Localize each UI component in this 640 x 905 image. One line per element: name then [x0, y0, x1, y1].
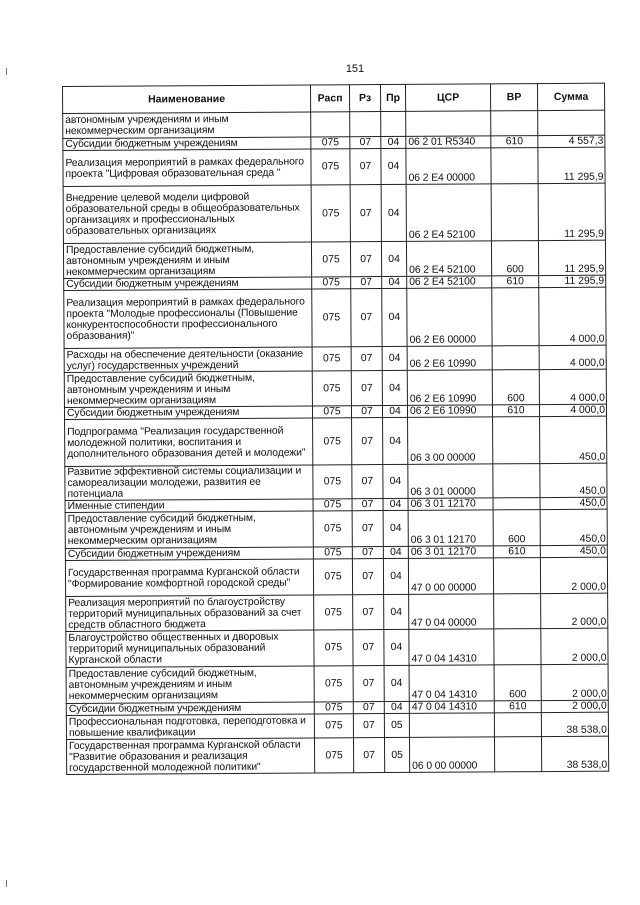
row-vr	[494, 737, 541, 772]
header-csr: ЦСР	[405, 84, 490, 112]
row-rz: 07	[352, 499, 383, 511]
row-rasp: 075	[314, 714, 353, 738]
table-row	[66, 593, 608, 631]
row-vr	[494, 629, 541, 665]
row-rz: 07	[352, 511, 383, 547]
row-csr: 06 2 E6 10990	[407, 346, 492, 371]
row-rz: 07	[352, 559, 383, 595]
row-sum: 2 000,0	[541, 664, 608, 700]
row-sum: 11 295,9	[538, 183, 605, 240]
row-pr	[381, 111, 406, 136]
row-vr: 600	[491, 241, 538, 276]
row-vr: 600	[493, 510, 540, 546]
table-row	[65, 557, 607, 596]
row-sum: 4 000,0	[539, 404, 606, 416]
row-csr: 06 2 E6 10990	[407, 370, 492, 406]
row-sum: 38 538,0	[541, 712, 608, 736]
header-sum: Сумма	[537, 83, 604, 110]
row-vr	[493, 498, 540, 510]
row-vr	[493, 464, 540, 498]
row-pr: 04	[382, 276, 407, 288]
row-name: Именные стипендии	[65, 499, 313, 513]
row-name: Субсидии бюджетным учреждениям	[65, 547, 313, 561]
row-rz: 07	[353, 738, 384, 773]
table-row	[66, 712, 608, 739]
row-rasp: 075	[314, 738, 353, 773]
row-name: Благоустройство общественных и дворовых территорий муниципальных образований Курганской области	[66, 630, 314, 668]
row-vr	[493, 558, 540, 594]
row-pr: 04	[383, 510, 408, 546]
row-csr	[406, 111, 491, 137]
row-vr: 610	[494, 701, 541, 713]
row-csr	[409, 713, 494, 738]
row-sum: 11 295,9	[538, 147, 605, 183]
row-rz: 07	[353, 714, 384, 738]
row-rz: 07	[351, 347, 382, 371]
row-vr: 600	[494, 665, 541, 701]
row-rz: 07	[351, 406, 382, 418]
table-row	[66, 664, 608, 703]
row-csr: 06 2 E6 10990	[407, 405, 492, 418]
table-row	[65, 416, 607, 466]
row-name: Предоставление субсидий бюджетным, автономным учреждениям и иным некоммерческим организациям	[63, 242, 311, 279]
row-rasp: 075	[314, 595, 353, 630]
row-rz: 07	[352, 465, 383, 499]
row-sum: 450,0	[540, 509, 607, 545]
row-pr: 05	[384, 713, 409, 737]
row-pr: 04	[383, 546, 408, 558]
row-name: Развитие эффективной системы социализации и самореализации молодежи, развития ее потенциала	[65, 465, 313, 501]
row-rz: 07	[351, 277, 382, 289]
row-pr: 04	[384, 594, 409, 629]
row-csr: 06 2 01 R5340	[406, 136, 491, 149]
header-vr: ВР	[490, 84, 537, 111]
row-rasp: 075	[313, 418, 352, 465]
row-sum: 4 557,3	[538, 135, 605, 147]
row-rasp: 075	[312, 371, 351, 406]
table-row	[64, 369, 606, 407]
row-vr	[492, 288, 539, 346]
row-rz: 07	[353, 595, 384, 630]
row-rasp: 075	[313, 559, 352, 595]
row-sum: 4 000,0	[539, 287, 606, 345]
row-sum: 11 295,9	[539, 275, 606, 287]
row-vr	[491, 111, 538, 136]
row-rasp: 075	[311, 149, 350, 185]
row-name: Предоставление субсидий бюджетным, автономным учреждениям и иным некоммерческим организациям	[66, 666, 314, 704]
row-name: Государственная программа Курганской области "Формирование комфортной городской среды"	[65, 559, 313, 597]
table-row	[64, 287, 606, 348]
row-rasp: 075	[314, 666, 353, 702]
row-csr: 06 3 01 12170	[408, 498, 493, 511]
row-pr: 04	[382, 288, 407, 346]
row-rasp: 075	[313, 465, 352, 499]
row-rz: 07	[350, 149, 381, 185]
row-rasp: 075	[311, 185, 350, 242]
row-name: Подпрограмма "Реализация государственной молодежной политики, воспитания и дополнительного образования детей и молодежи"	[65, 418, 313, 467]
row-sum: 4 000,0	[539, 369, 606, 404]
header-pr: Пр	[380, 84, 405, 111]
row-name: Субсидии бюджетным учреждениям	[64, 277, 312, 291]
row-rasp: 075	[314, 630, 353, 666]
header-rasp: Расп	[310, 85, 349, 112]
row-sum: 2 000,0	[541, 700, 608, 712]
table-row	[63, 240, 605, 278]
row-name: Реализация мероприятий в рамках федерального проекта "Цифровая образовательная среда "	[63, 149, 311, 187]
row-csr: 47 0 04 14310	[409, 665, 494, 702]
row-csr: 06 2 E4 52100	[406, 184, 491, 242]
row-csr: 06 2 E4 52100	[406, 241, 491, 277]
row-pr: 05	[384, 737, 409, 772]
row-rasp: 075	[311, 137, 350, 149]
scan-mark	[6, 880, 7, 887]
row-csr: 47 0 04 14310	[409, 629, 494, 666]
row-name: автономным учреждениям и иным некоммерческим организациям	[63, 112, 311, 139]
row-name: Предоставление субсидий бюджетным, автономным учреждениям и иным некоммерческим организациям	[65, 511, 313, 549]
row-vr	[494, 594, 541, 629]
table-row	[64, 345, 606, 372]
row-name: Предоставление субсидий бюджетным, автономным учреждениям и иным некоммерческим организациям	[64, 371, 312, 408]
row-vr	[492, 346, 539, 370]
row-pr: 04	[383, 558, 408, 594]
row-rz: 07	[352, 418, 383, 465]
row-pr: 04	[383, 417, 408, 464]
row-pr: 04	[381, 184, 406, 241]
row-csr: 06 3 01 12170	[408, 510, 493, 547]
row-name: Субсидии бюджетным учреждениям	[64, 406, 312, 420]
row-pr: 04	[381, 136, 406, 148]
row-pr: 04	[381, 241, 406, 276]
row-rasp: 075	[313, 499, 352, 511]
row-name: Реализация мероприятий по благоустройству территорий муниципальных образований за счет средств областного бюджета	[66, 595, 314, 632]
table-row	[63, 110, 605, 138]
row-name: Субсидии бюджетным учреждениям	[63, 137, 311, 151]
row-vr: 610	[493, 546, 540, 558]
row-name: Внедрение целевой модели цифровой образовательной среды в общеобразовательных организациях и профессиональных образовательных организациях	[63, 185, 311, 244]
scan-mark	[6, 68, 7, 75]
row-vr	[493, 417, 540, 464]
row-sum: 4 000,0	[539, 345, 606, 369]
row-vr	[491, 184, 538, 241]
row-vr: 610	[492, 405, 539, 417]
row-pr: 04	[382, 370, 407, 405]
row-name: Расходы на обеспечение деятельности (оказание услуг) государственных учреждений	[64, 347, 312, 373]
row-pr: 04	[384, 701, 409, 713]
header-name: Наименование	[63, 85, 311, 114]
table-row	[66, 628, 608, 667]
row-csr: 06 2 E4 52100	[407, 276, 492, 289]
row-csr: 47 0 04 00000	[409, 594, 494, 630]
budget-table-wrapper	[62, 83, 608, 775]
row-pr: 04	[384, 665, 409, 701]
table-row	[65, 463, 607, 500]
row-rasp: 075	[313, 511, 352, 547]
row-sum: 38 538,0	[541, 736, 608, 771]
header-rz: Рз	[349, 85, 380, 112]
row-vr	[491, 148, 538, 184]
row-sum: 450,0	[540, 463, 607, 497]
row-rz: 07	[353, 666, 384, 702]
row-rz: 07	[353, 630, 384, 666]
row-sum: 2 000,0	[541, 628, 608, 664]
row-pr: 04	[382, 405, 407, 417]
row-rasp: 075	[312, 347, 351, 371]
row-rz: 07	[353, 702, 384, 714]
row-csr: 06 3 01 12170	[408, 546, 493, 559]
row-sum: 450,0	[540, 545, 607, 557]
row-csr: 47 0 04 14310	[409, 701, 494, 714]
table-row	[63, 183, 605, 243]
row-rasp: 075	[312, 289, 351, 347]
row-sum: 450,0	[540, 416, 607, 463]
row-rz: 07	[352, 547, 383, 559]
row-rasp: 075	[313, 547, 352, 559]
row-csr: 06 2 E4 00000	[406, 148, 491, 185]
row-rz: 07	[351, 289, 382, 347]
row-sum: 450,0	[540, 497, 607, 509]
row-rz	[350, 112, 381, 137]
row-pr: 04	[384, 629, 409, 665]
row-vr: 610	[491, 136, 538, 148]
row-name: Реализация мероприятий в рамках федерального проекта "Молодые профессионалы (Повышение конкурентоспособности профессионального образования)"	[64, 289, 312, 349]
table-row	[65, 509, 607, 548]
row-csr: 06 2 E6 00000	[407, 288, 492, 347]
row-sum: 2 000,0	[541, 593, 608, 628]
row-vr: 600	[492, 370, 539, 405]
row-rz: 07	[350, 242, 381, 277]
table-row	[66, 736, 608, 774]
row-csr: 06 3 00 00000	[408, 417, 493, 465]
row-name: Субсидии бюджетным учреждениям	[66, 702, 314, 716]
row-csr: 06 0 00 00000	[409, 737, 494, 773]
row-pr: 04	[381, 148, 406, 184]
row-pr: 04	[383, 498, 408, 510]
row-csr: 06 3 01 00000	[408, 464, 493, 499]
row-name: Государственная программа Курганской области "Развитие образования и реализация государственной молодежной политики"	[66, 738, 314, 775]
budget-table	[62, 83, 609, 775]
table-row	[63, 147, 605, 186]
row-rz: 07	[350, 137, 381, 149]
row-rasp: 075	[312, 406, 351, 418]
row-rasp: 075	[314, 702, 353, 714]
row-sum: 11 295,9	[538, 240, 605, 275]
table-header-row	[63, 83, 605, 113]
row-rasp: 075	[311, 242, 350, 277]
row-vr: 610	[492, 276, 539, 288]
row-name: Профессиональная подготовка, переподготовка и повышение квалификации	[66, 714, 314, 740]
row-rasp: 075	[312, 277, 351, 289]
row-sum: 2 000,0	[540, 557, 607, 593]
row-vr	[494, 713, 541, 737]
row-rz: 07	[350, 185, 381, 242]
page-number: 151	[345, 63, 365, 75]
row-csr: 47 0 00 00000	[408, 558, 493, 595]
row-rasp	[311, 112, 350, 137]
row-pr: 04	[382, 346, 407, 370]
row-pr: 04	[383, 464, 408, 498]
row-sum	[538, 110, 605, 135]
row-rz: 07	[351, 371, 382, 406]
